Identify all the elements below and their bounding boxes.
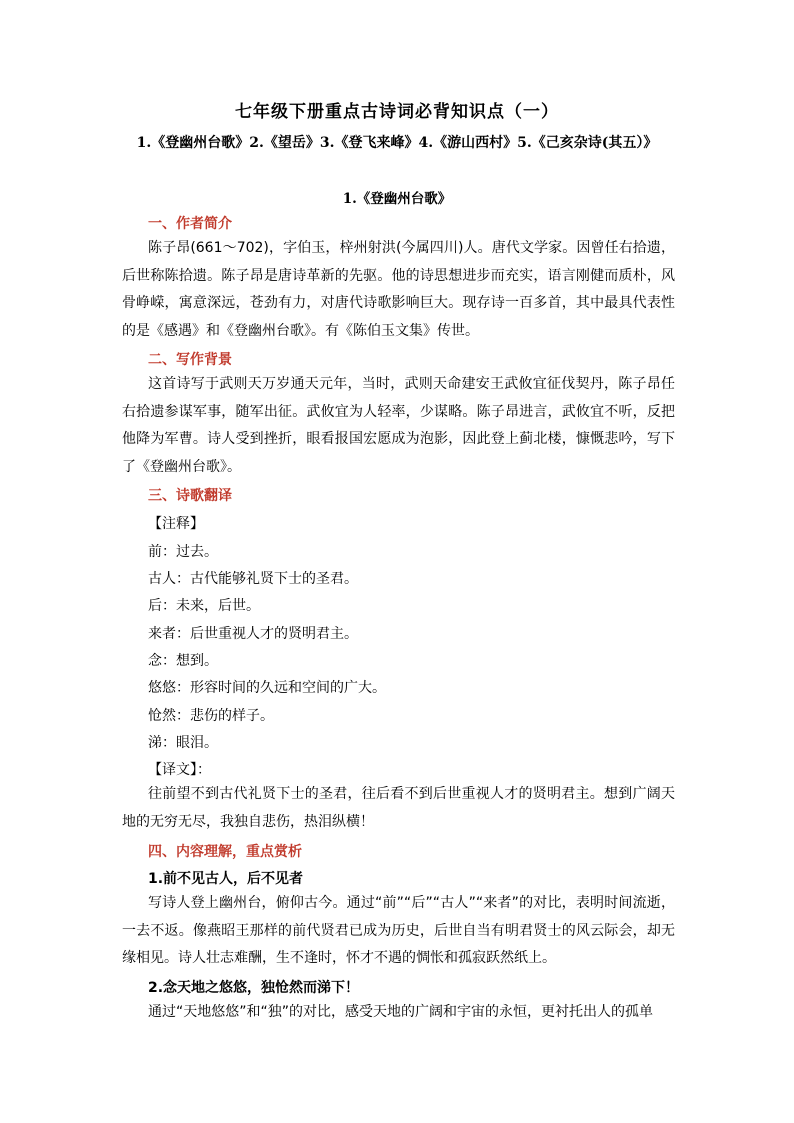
background-heading: 二、写作背景 <box>148 352 232 368</box>
translation-label: 【译文】： <box>148 762 211 778</box>
notes-label: 【注释】 <box>148 516 204 532</box>
note-item: 来者：后世重视人才的贤明君主。 <box>148 626 358 642</box>
note-item: 念：想到。 <box>148 653 218 669</box>
author-text: 陈子昂(661～702)，字伯玉，梓州射洪(今属四川)人。唐代文学家。因曾任右拾遗，后世称陈拾遗。陈子昂是唐诗革新的先驱。他的诗思想进步而充实，语言刚健而质朴，风骨峥嵘，寓意深远，苍劲有力，对唐代诗歌影响巨大。现存诗一百多首，其中最具代表性的是《感遇》和《登幽州台歌》。有《陈伯玉文集》传世。 <box>122 240 675 339</box>
note-item: 悠悠：形容时间的久远和空间的广大。 <box>148 680 386 696</box>
analysis-2-text: 通过“天地悠悠”和“独”的对比，感受天地的广阔和宇宙的永恒，更衬托出人的孤单 <box>148 1004 654 1020</box>
note-item: 后：未来，后世。 <box>148 598 260 614</box>
analysis-heading: 四、内容理解，重点赏析 <box>148 844 302 860</box>
analysis-2-title: 2.念天地之悠悠，独怆然而涕下！ <box>148 980 360 996</box>
background-text: 这首诗写于武则天万岁通天元年，当时，武则天命建安王武攸宜征伐契丹，陈子昂任右拾遗参谋军事，随军出征。武攸宜为人轻率，少谋略。陈子昂进言，武攸宜不听，反把他降为军曹。诗人受到挫折，眼看报国宏愿成为泡影，因此登上蓟北楼，慷慨悲吟，写下了《登幽州台歌》。 <box>122 376 675 475</box>
note-item: 涕：眼泪。 <box>148 735 218 751</box>
analysis-1-text: 写诗人登上幽州台，俯仰古今。通过“前”“后”“古人”“来者”的对比，表明时间流逝，一去不返。像燕昭王那样的前代贤君已成为历史，后世自当有明君贤士的风云际会，却无缘相见。诗人壮志难酬，生不逢时，怀才不遇的惆怅和孤寂跃然纸上。 <box>122 895 675 966</box>
page-title: 七年级下册重点古诗词必背知识点（一） <box>235 102 559 122</box>
poem-list: 1.《登幽州台歌》2.《望岳》3.《登飞来峰》4.《游山西村》5.《己亥杂诗(其五）》 <box>136 135 658 151</box>
poem-title: 1.《登幽州台歌》 <box>342 191 452 207</box>
note-item: 前：过去。 <box>148 544 218 560</box>
note-item: 古人：古代能够礼贤下士的圣君。 <box>148 571 358 587</box>
analysis-1-title: 1.前不见古人，后不见者 <box>148 871 304 887</box>
translation-heading: 三、诗歌翻译 <box>148 488 232 504</box>
author-heading: 一、作者简介 <box>148 216 232 232</box>
translation-text: 往前望不到古代礼贤下士的圣君，往后看不到后世重视人才的贤明君主。想到广阔天地的无穷无尽，我独自悲伤，热泪纵横！ <box>122 786 675 830</box>
note-item: 怆然：悲伤的样子。 <box>148 708 274 724</box>
